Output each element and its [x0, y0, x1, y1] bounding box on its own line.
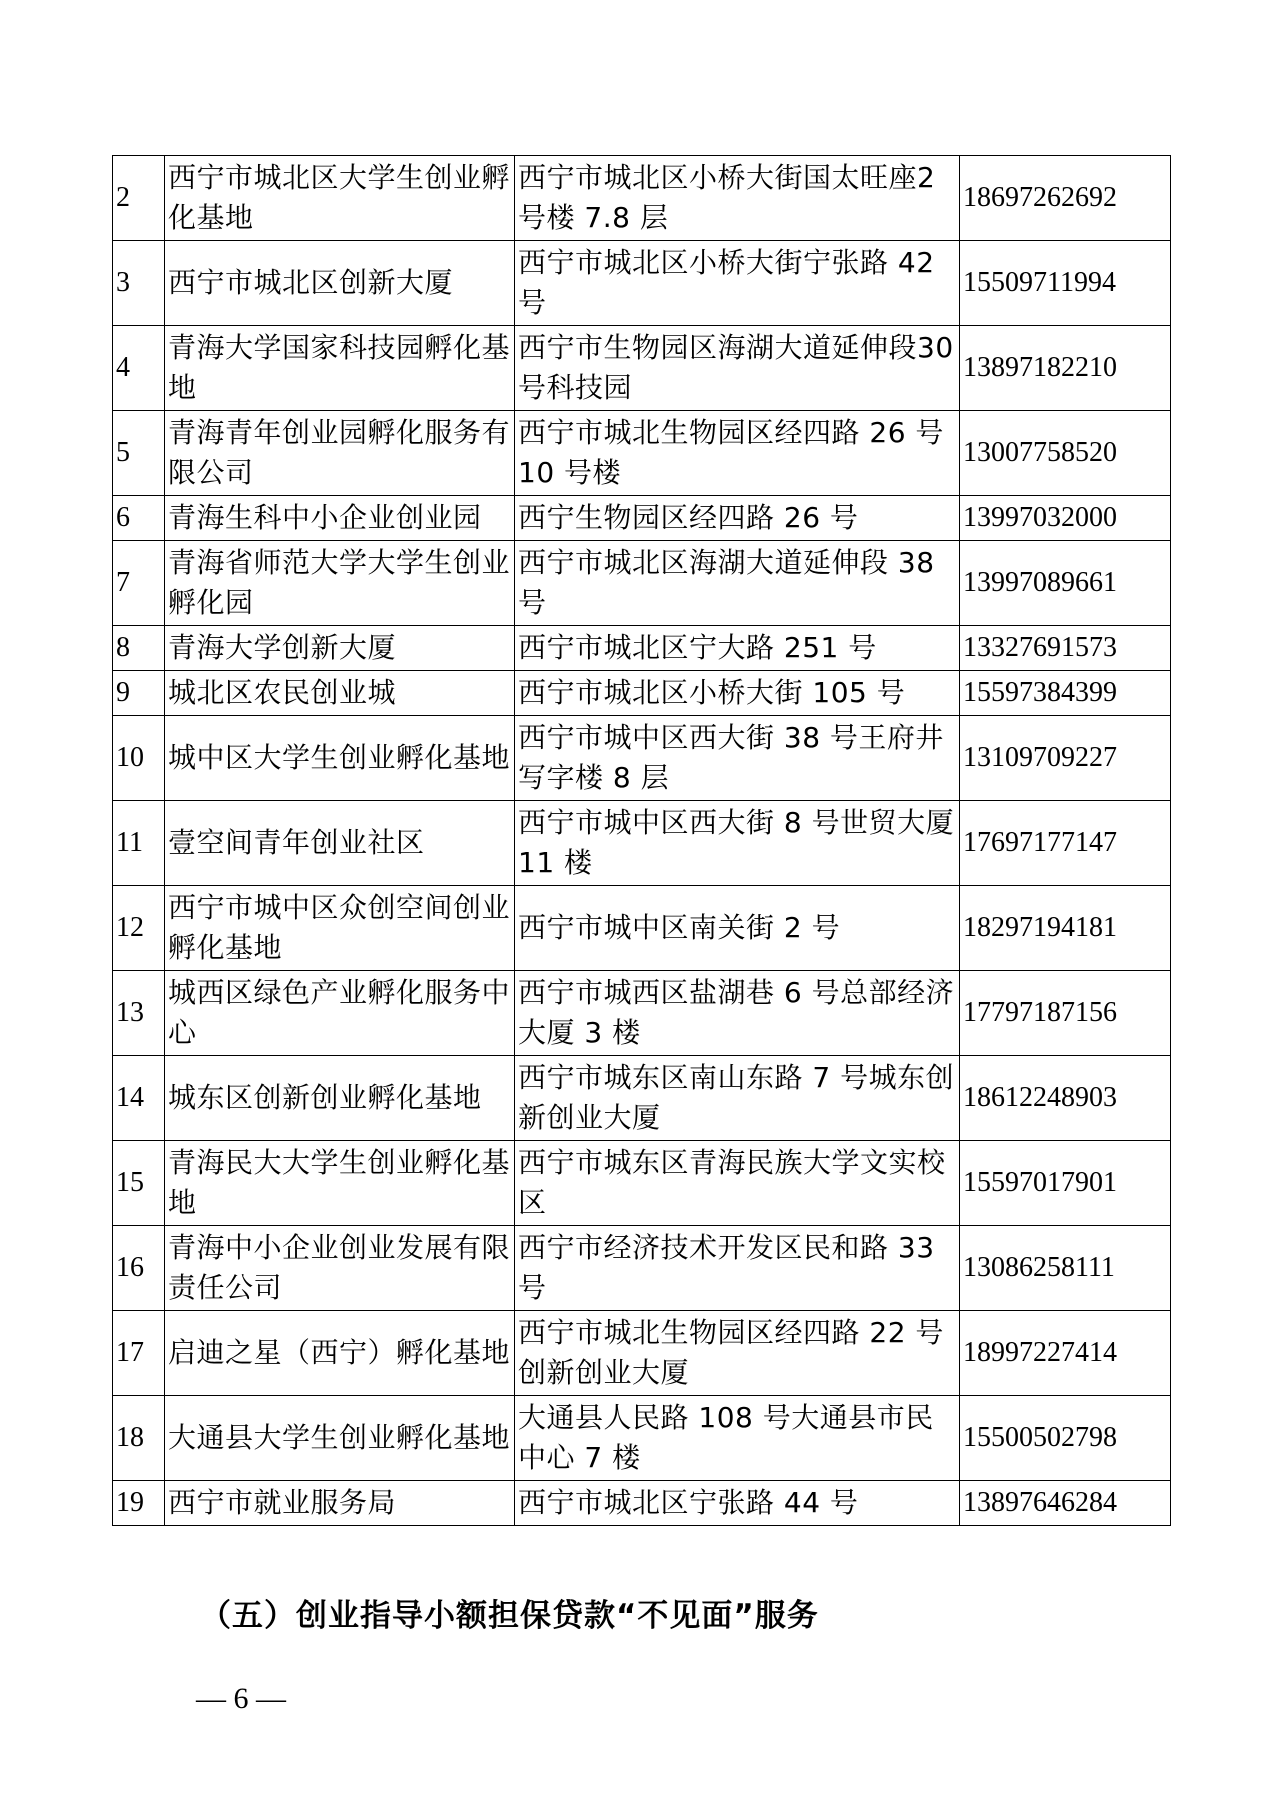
contact-phone: 18997227414	[960, 1311, 1171, 1396]
table-row	[113, 326, 1171, 411]
contact-phone: 15509711994	[960, 241, 1171, 326]
base-name: 青海大学国家科技园孵化基地	[165, 326, 515, 411]
contact-phone: 13897646284	[960, 1481, 1171, 1526]
base-name: 青海中小企业创业发展有限责任公司	[165, 1226, 515, 1311]
table-row	[113, 671, 1171, 716]
row-number: 3	[113, 241, 165, 326]
table-row	[113, 1311, 1171, 1396]
base-address: 西宁市城西区盐湖巷 6 号总部经济大厦 3 楼	[515, 971, 960, 1056]
row-number: 8	[113, 626, 165, 671]
row-number: 18	[113, 1396, 165, 1481]
base-name: 壹空间青年创业社区	[165, 801, 515, 886]
contact-phone: 17797187156	[960, 971, 1171, 1056]
row-number: 17	[113, 1311, 165, 1396]
base-address: 西宁市城北区小桥大街国太旺座2 号楼 7.8 层	[515, 156, 960, 241]
table-row	[113, 716, 1171, 801]
base-name: 西宁市就业服务局	[165, 1481, 515, 1526]
contact-phone: 13997032000	[960, 496, 1171, 541]
table-row	[113, 1226, 1171, 1311]
row-number: 5	[113, 411, 165, 496]
contact-phone: 18697262692	[960, 156, 1171, 241]
base-name: 城东区创新创业孵化基地	[165, 1056, 515, 1141]
base-address: 西宁市城东区青海民族大学文实校区	[515, 1141, 960, 1226]
page-number: — 6 —	[196, 1682, 286, 1715]
base-address: 西宁市城北区宁张路 44 号	[515, 1481, 960, 1526]
base-address: 西宁生物园区经四路 26 号	[515, 496, 960, 541]
base-name: 启迪之星（西宁）孵化基地	[165, 1311, 515, 1396]
contact-phone: 15500502798	[960, 1396, 1171, 1481]
table-row	[113, 801, 1171, 886]
table-row	[113, 156, 1171, 241]
table-row	[113, 1396, 1171, 1481]
base-address: 西宁市城北生物园区经四路 22 号创新创业大厦	[515, 1311, 960, 1396]
base-name: 城西区绿色产业孵化服务中心	[165, 971, 515, 1056]
row-number: 12	[113, 886, 165, 971]
incubator-table	[112, 155, 1171, 1526]
base-address: 西宁市城北区海湖大道延伸段 38 号	[515, 541, 960, 626]
base-name: 城中区大学生创业孵化基地	[165, 716, 515, 801]
section-heading: （五）创业指导小额担保贷款“不见面”服务	[200, 1598, 819, 1634]
table-row	[113, 496, 1171, 541]
row-number: 10	[113, 716, 165, 801]
row-number: 11	[113, 801, 165, 886]
contact-phone: 13327691573	[960, 626, 1171, 671]
contact-phone: 13086258111	[960, 1226, 1171, 1311]
base-name: 青海大学创新大厦	[165, 626, 515, 671]
contact-phone: 15597017901	[960, 1141, 1171, 1226]
table-row	[113, 541, 1171, 626]
contact-phone: 13007758520	[960, 411, 1171, 496]
table-row	[113, 971, 1171, 1056]
row-number: 7	[113, 541, 165, 626]
contact-phone: 13897182210	[960, 326, 1171, 411]
row-number: 15	[113, 1141, 165, 1226]
base-address: 西宁市生物园区海湖大道延伸段30 号科技园	[515, 326, 960, 411]
contact-phone: 18297194181	[960, 886, 1171, 971]
row-number: 2	[113, 156, 165, 241]
base-name: 青海青年创业园孵化服务有限公司	[165, 411, 515, 496]
row-number: 19	[113, 1481, 165, 1526]
row-number: 4	[113, 326, 165, 411]
row-number: 16	[113, 1226, 165, 1311]
base-name: 西宁市城北区创新大厦	[165, 241, 515, 326]
contact-phone: 15597384399	[960, 671, 1171, 716]
table-row	[113, 241, 1171, 326]
row-number: 9	[113, 671, 165, 716]
base-name: 城北区农民创业城	[165, 671, 515, 716]
base-name: 青海省师范大学大学生创业孵化园	[165, 541, 515, 626]
table-row	[113, 1481, 1171, 1526]
base-address: 西宁市城中区南关街 2 号	[515, 886, 960, 971]
contact-phone: 13109709227	[960, 716, 1171, 801]
table-row	[113, 411, 1171, 496]
table-row	[113, 1141, 1171, 1226]
base-name: 青海生科中小企业创业园	[165, 496, 515, 541]
contact-phone: 17697177147	[960, 801, 1171, 886]
base-name: 青海民大大学生创业孵化基地	[165, 1141, 515, 1226]
contact-phone: 13997089661	[960, 541, 1171, 626]
base-address: 西宁市城北区小桥大街宁张路 42 号	[515, 241, 960, 326]
table-row	[113, 1056, 1171, 1141]
base-name: 西宁市城中区众创空间创业孵化基地	[165, 886, 515, 971]
contact-phone: 18612248903	[960, 1056, 1171, 1141]
row-number: 14	[113, 1056, 165, 1141]
base-address: 大通县人民路 108 号大通县市民中心 7 楼	[515, 1396, 960, 1481]
base-address: 西宁市城北生物园区经四路 26 号 10 号楼	[515, 411, 960, 496]
base-address: 西宁市城北区小桥大街 105 号	[515, 671, 960, 716]
base-address: 西宁市城中区西大街 38 号王府井写字楼 8 层	[515, 716, 960, 801]
row-number: 13	[113, 971, 165, 1056]
row-number: 6	[113, 496, 165, 541]
base-address: 西宁市经济技术开发区民和路 33 号	[515, 1226, 960, 1311]
base-name: 西宁市城北区大学生创业孵化基地	[165, 156, 515, 241]
base-name: 大通县大学生创业孵化基地	[165, 1396, 515, 1481]
table-row	[113, 626, 1171, 671]
base-address: 西宁市城东区南山东路 7 号城东创新创业大厦	[515, 1056, 960, 1141]
base-address: 西宁市城北区宁大路 251 号	[515, 626, 960, 671]
table-row	[113, 886, 1171, 971]
base-address: 西宁市城中区西大街 8 号世贸大厦 11 楼	[515, 801, 960, 886]
